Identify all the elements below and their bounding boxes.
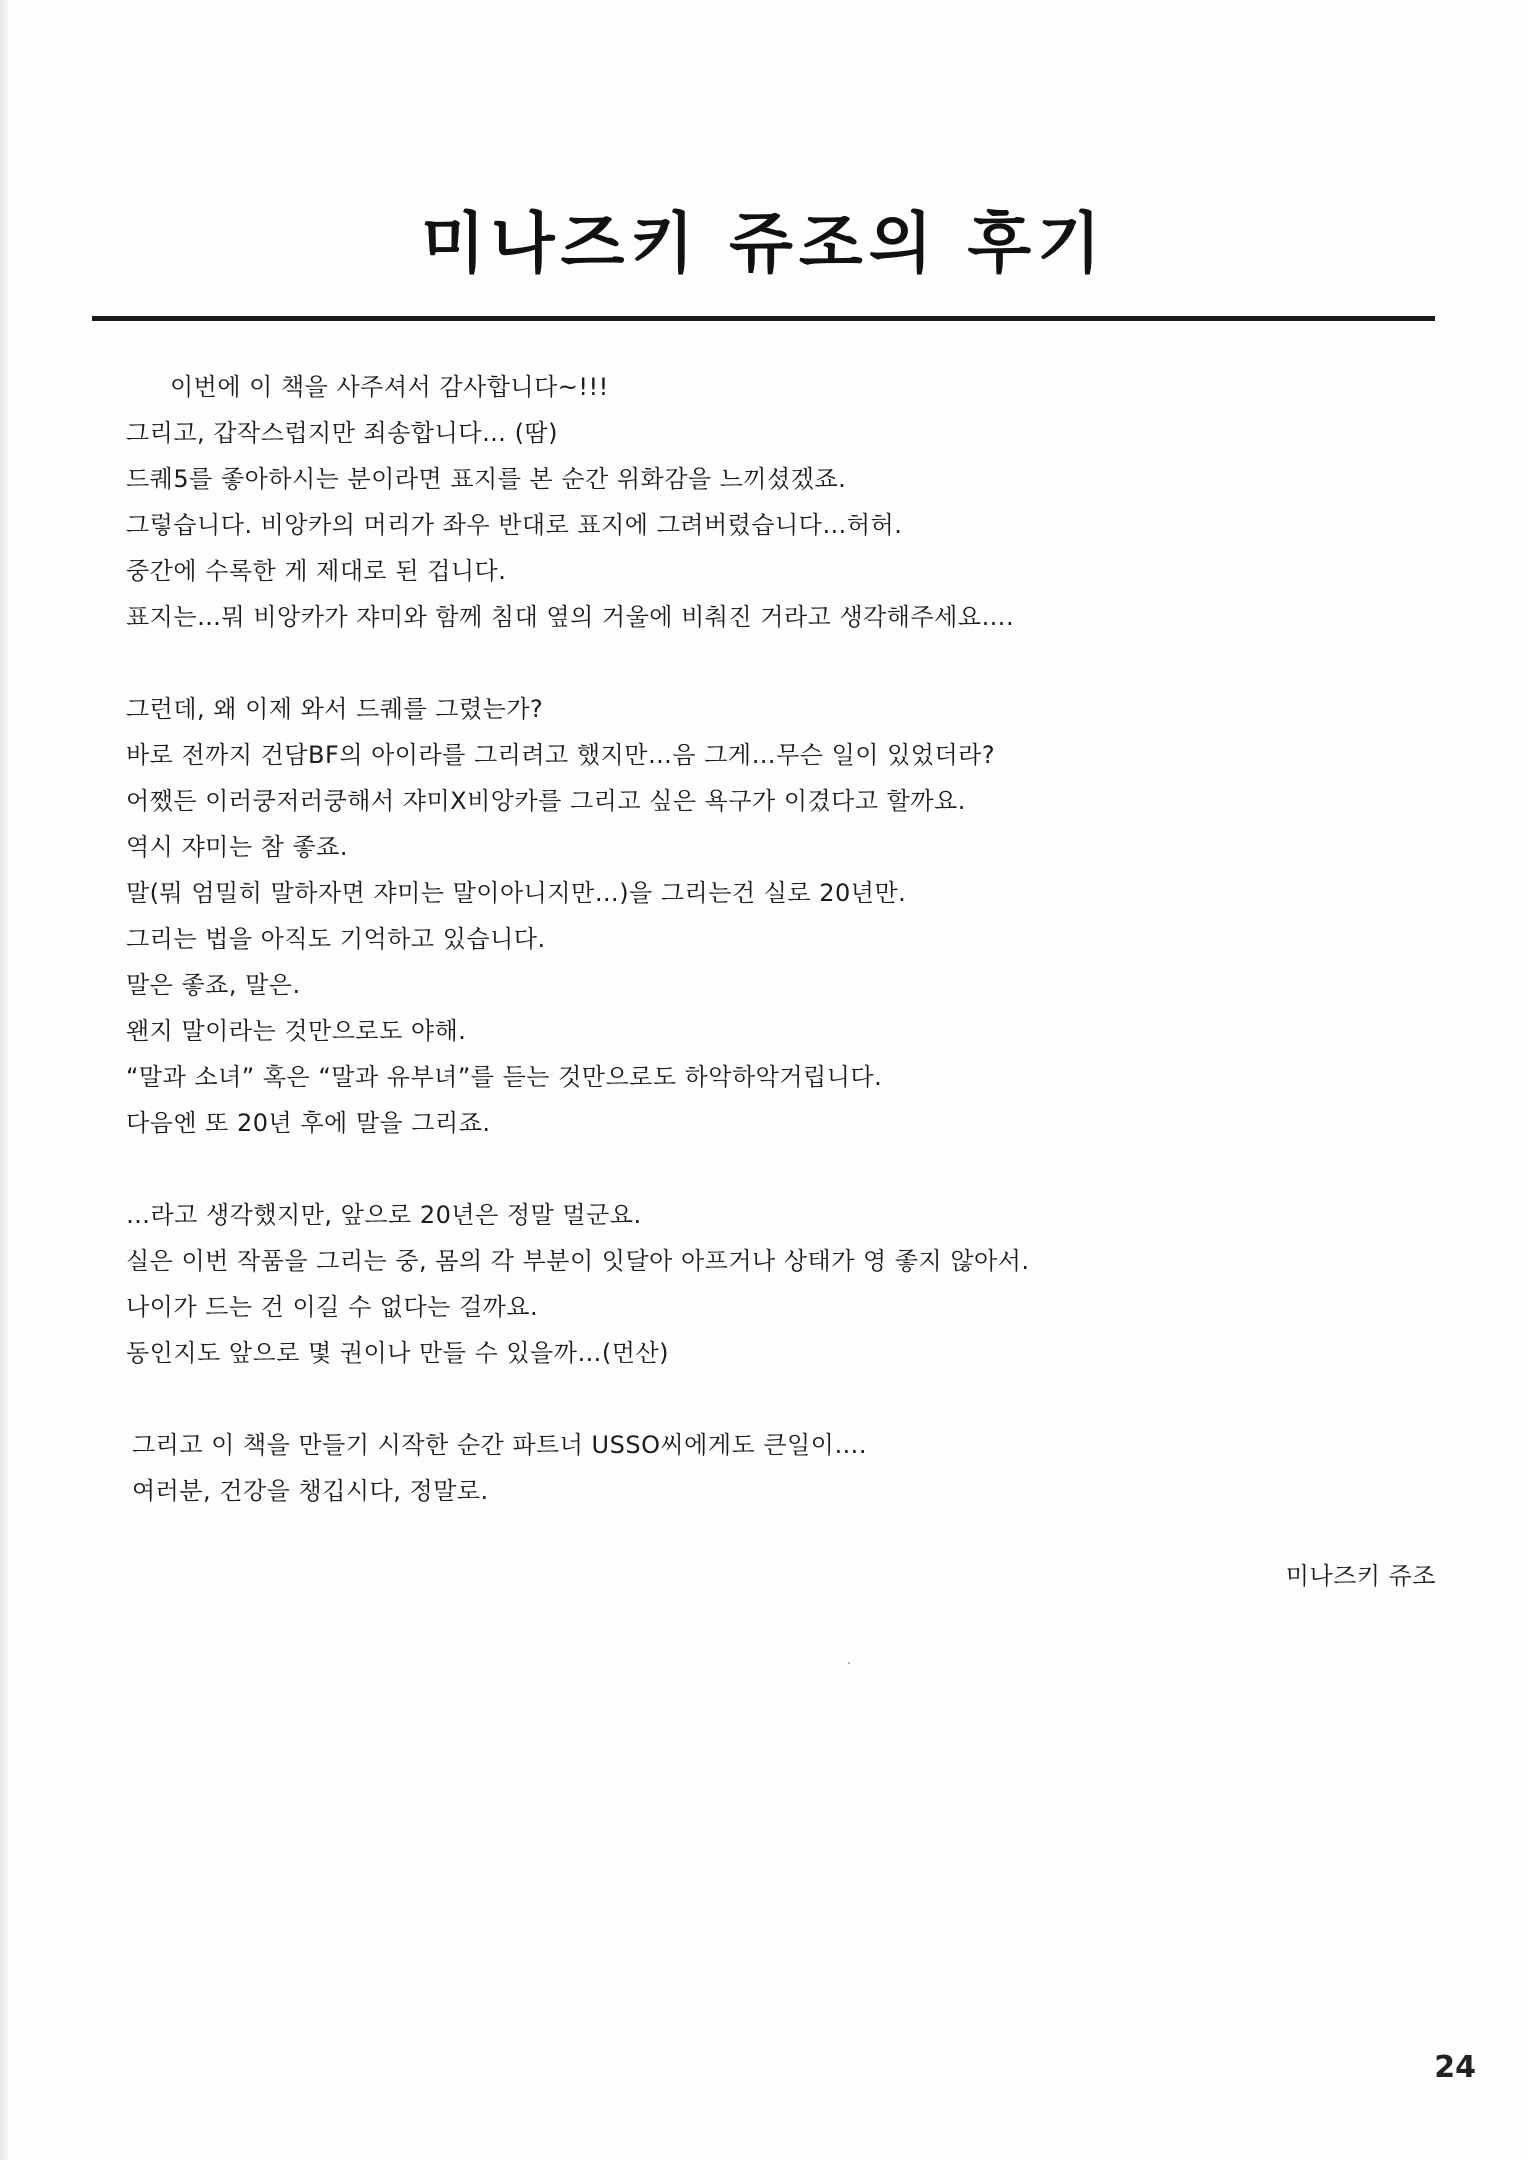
text-line: 그리고, 갑작스럽지만 죄송합니다… (땀) xyxy=(126,419,559,447)
text-line: 말(뭐 엄밀히 말하자면 쟈미는 말이아니지만…)을 그리는건 실로 20년만. xyxy=(126,879,907,907)
text-line: 그런데, 왜 이제 와서 드퀘를 그렸는가? xyxy=(126,695,544,723)
text-line: 어쨌든 이러쿵저러쿵해서 쟈미X비앙카를 그리고 싶은 욕구가 이겼다고 할까요. xyxy=(126,787,966,815)
title-underline xyxy=(92,316,1435,321)
text-line: 역시 쟈미는 참 좋죠. xyxy=(126,833,348,861)
text-line: 여러분, 건강을 챙깁시다, 정말로. xyxy=(132,1477,489,1505)
text-line: 말은 좋죠, 말은. xyxy=(126,971,301,999)
paragraph-2 xyxy=(126,686,1426,1146)
text-line: 중간에 수록한 게 제대로 된 겁니다. xyxy=(126,557,507,585)
text-line: 나이가 드는 건 이길 수 없다는 걸까요. xyxy=(126,1293,539,1321)
scan-speck xyxy=(848,1662,850,1664)
paragraph-4 xyxy=(132,1422,1426,1514)
author-signature: 미나즈키 쥬조 xyxy=(1285,1562,1436,1590)
paragraph-3 xyxy=(126,1192,1426,1376)
text-line: 다음엔 또 20년 후에 말을 그리죠. xyxy=(126,1109,491,1137)
page-title: 미나즈키 쥬조의 후기 xyxy=(421,205,1107,282)
text-line: 표지는…뭐 비앙카가 쟈미와 함께 침대 옆의 거울에 비춰진 거라고 생각해주세요…. xyxy=(126,603,1015,631)
afterword-body xyxy=(126,364,1426,1560)
text-line: 실은 이번 작품을 그리는 중, 몸의 각 부분이 잇달아 아프거나 상태가 영 좋지 않아서. xyxy=(126,1247,1030,1275)
text-line: 그렇습니다. 비앙카의 머리가 좌우 반대로 표지에 그려버렸습니다…허허. xyxy=(126,511,903,539)
scan-edge-shadow xyxy=(0,0,10,2160)
text-line: 동인지도 앞으로 몇 권이나 만들 수 있을까…(먼산) xyxy=(126,1339,669,1367)
text-line: “말과 소녀” 혹은 “말과 유부녀”를 듣는 것만으로도 하악하악거립니다. xyxy=(126,1063,883,1091)
text-line: 바로 전까지 건담BF의 아이라를 그리려고 했지만…음 그게…무슨 일이 있었더라? xyxy=(126,741,996,769)
text-line: 그리는 법을 아직도 기억하고 있습니다. xyxy=(126,925,546,953)
text-line: 이번에 이 책을 사주셔서 감사합니다~!!! xyxy=(170,373,609,401)
text-line: 그리고 이 책을 만들기 시작한 순간 파트너 USSO씨에게도 큰일이…. xyxy=(132,1431,868,1459)
paragraph-1 xyxy=(126,364,1426,640)
page-number: 24 xyxy=(1434,2050,1476,2085)
text-line: …라고 생각했지만, 앞으로 20년은 정말 멀군요. xyxy=(126,1201,642,1229)
text-line: 왠지 말이라는 것만으로도 야해. xyxy=(126,1017,467,1045)
text-line: 드퀘5를 좋아하시는 분이라면 표지를 본 순간 위화감을 느끼셨겠죠. xyxy=(126,465,847,493)
